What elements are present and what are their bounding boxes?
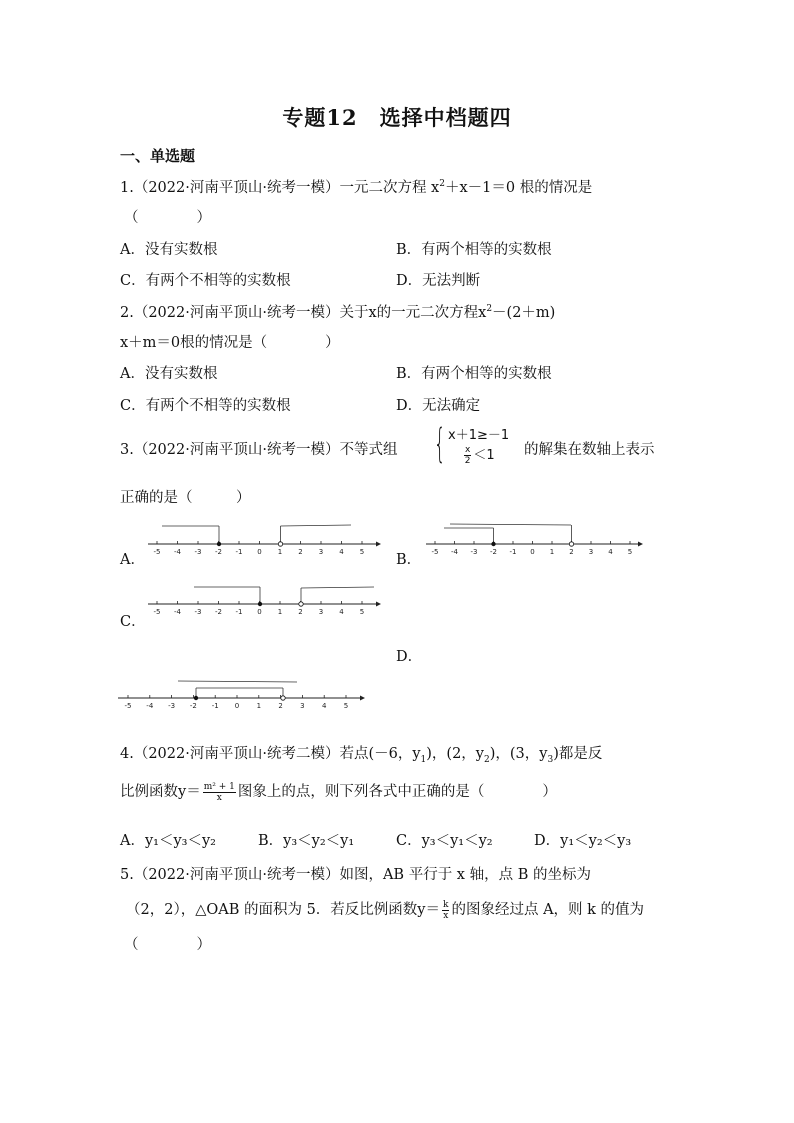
question-2-stem-line2: x＋m＝0根的情况是（ ）	[120, 335, 340, 351]
closed-point-minus-2	[491, 542, 495, 546]
question-4-stem-line2: 比例函数y＝ $\frac{\text{m² + 1}}{x}$ 图象上的点，则下列各式中正确的是（ ）	[120, 781, 557, 803]
open-point-2	[299, 602, 303, 606]
question-4-option-b[interactable]: B．y₃＜y₂＜y₁	[258, 833, 355, 849]
closed-point-minus-2	[217, 542, 221, 546]
inequality-1: x＋1≥－1	[448, 428, 510, 443]
question-1-option-d[interactable]: D．无法判断	[396, 273, 481, 289]
closed-point-minus-2	[194, 696, 198, 700]
tick-label: 0	[234, 702, 240, 710]
tick-label: 0	[530, 548, 535, 556]
closed-point-0	[258, 602, 262, 606]
question-4-option-d[interactable]: D．y₁＜y₂＜y₃	[534, 833, 632, 849]
tick-label: -4	[451, 548, 458, 556]
tick-label: 4	[608, 548, 613, 556]
question-3-stem: 3.（2022·河南平顶山·统考一模）不等式组	[120, 442, 398, 458]
question-5-stem-line2: （2，2），△OAB 的面积为 5．若反比例函数y＝ $\frac{k}{x}$ 的图象经过点 A，则 k 的值为	[126, 899, 645, 921]
tick-label: 5	[359, 548, 365, 556]
tick-label: 2	[278, 702, 283, 710]
question-3-option-b[interactable]: B．	[396, 552, 422, 568]
tick-label: -2	[189, 702, 197, 710]
tick-label: 1	[277, 608, 283, 616]
question-2-option-b[interactable]: B．有两个相等的实数根	[396, 366, 552, 382]
question-3-option-d[interactable]: D．	[396, 649, 423, 665]
tick-label: -5	[153, 548, 161, 556]
tick-label: 3	[318, 548, 324, 556]
open-point-1	[278, 542, 282, 546]
question-3-option-a[interactable]: A．	[120, 552, 145, 568]
tick-label: -4	[146, 702, 154, 710]
question-4-option-c[interactable]: C．y₃＜y₁＜y₂	[396, 833, 493, 849]
tick-label: 5	[627, 548, 633, 556]
tick-label: -3	[168, 702, 176, 710]
question-1-option-a[interactable]: A．没有实数根	[120, 242, 218, 258]
tick-label: 0	[257, 548, 262, 556]
question-1-answer-blank: （ ）	[124, 210, 211, 226]
tick-label: 4	[339, 548, 344, 556]
tick-label: -4	[174, 608, 181, 616]
question-1-stem: 1.（2022·河南平顶山·统考一模）一元二次方程 $x^2+x-1=0$ 根的情况是	[120, 179, 593, 196]
tick-label: -3	[194, 548, 202, 556]
ticks	[154, 541, 365, 556]
question-5-answer-blank: （ ）	[124, 937, 211, 953]
number-line-b	[424, 520, 646, 560]
tick-label: -3	[470, 548, 478, 556]
open-point-2	[281, 696, 285, 700]
question-2-option-d[interactable]: D．无法确定	[396, 398, 481, 414]
question-4-stem: 4.（2022·河南平顶山·统考二模）若点(－6，$y_1$)，(2，$y_2$)，(3，$y_3$)都是反	[120, 746, 603, 765]
number-line-d	[116, 676, 366, 720]
tick-label: 2	[569, 548, 574, 556]
tick-label: -3	[194, 608, 202, 616]
question-5-stem: 5.（2022·河南平顶山·统考一模）如图，AB 平行于 x 轴，点 B 的坐标为	[120, 867, 591, 883]
tick-label: 2	[298, 608, 303, 616]
open-point-2	[569, 542, 573, 546]
tick-label: -1	[211, 702, 219, 710]
question-3-stem-end: 的解集在数轴上表示	[524, 442, 655, 458]
tick-label: -4	[174, 548, 181, 556]
question-2-option-a[interactable]: A．没有实数根	[120, 366, 218, 382]
number-line-c	[146, 584, 382, 624]
question-3-option-c[interactable]: C．	[120, 614, 146, 630]
inequality-2: $\frac{x}{2}$ ＜1	[464, 445, 495, 466]
tick-label: 0	[257, 608, 262, 616]
inequality-brace: {	[434, 421, 446, 467]
tick-label: -1	[235, 608, 243, 616]
tick-label: 3	[300, 702, 305, 710]
tick-label: 1	[549, 548, 555, 556]
tick-label: -1	[235, 548, 243, 556]
page-title: 专题12 选择中档题四	[282, 105, 512, 130]
tick-label: 3	[318, 608, 324, 616]
tick-label: -2	[215, 548, 222, 556]
tick-label: 4	[321, 702, 327, 710]
question-1-option-c[interactable]: C．有两个不相等的实数根	[120, 273, 291, 289]
section-heading: 一、单选题	[120, 147, 196, 165]
tick-label: 1	[256, 702, 262, 710]
tick-label: 3	[588, 548, 594, 556]
tick-label: 4	[339, 608, 344, 616]
question-3-stem-line2: 正确的是（ ）	[120, 490, 251, 506]
tick-label: -5	[153, 608, 161, 616]
question-2-stem: 2.（2022·河南平顶山·统考一模）关于x的一元二次方程$x^2-(2+m)$	[120, 304, 556, 321]
ticks	[125, 695, 349, 710]
tick-label: -2	[215, 608, 222, 616]
tick-label: -5	[124, 702, 132, 710]
tick-label: -5	[431, 548, 439, 556]
tick-label: 5	[359, 608, 365, 616]
tick-label: -2	[490, 548, 497, 556]
tick-label: 1	[277, 548, 283, 556]
tick-label: 5	[343, 702, 349, 710]
question-2-option-c[interactable]: C．有两个不相等的实数根	[120, 398, 291, 414]
ticks	[432, 541, 633, 556]
number-line-a	[146, 520, 382, 560]
tick-label: -1	[509, 548, 517, 556]
tick-label: 2	[298, 548, 303, 556]
question-4-option-a[interactable]: A．y₁＜y₃＜y₂	[120, 833, 216, 849]
question-1-option-b[interactable]: B．有两个相等的实数根	[396, 242, 552, 258]
